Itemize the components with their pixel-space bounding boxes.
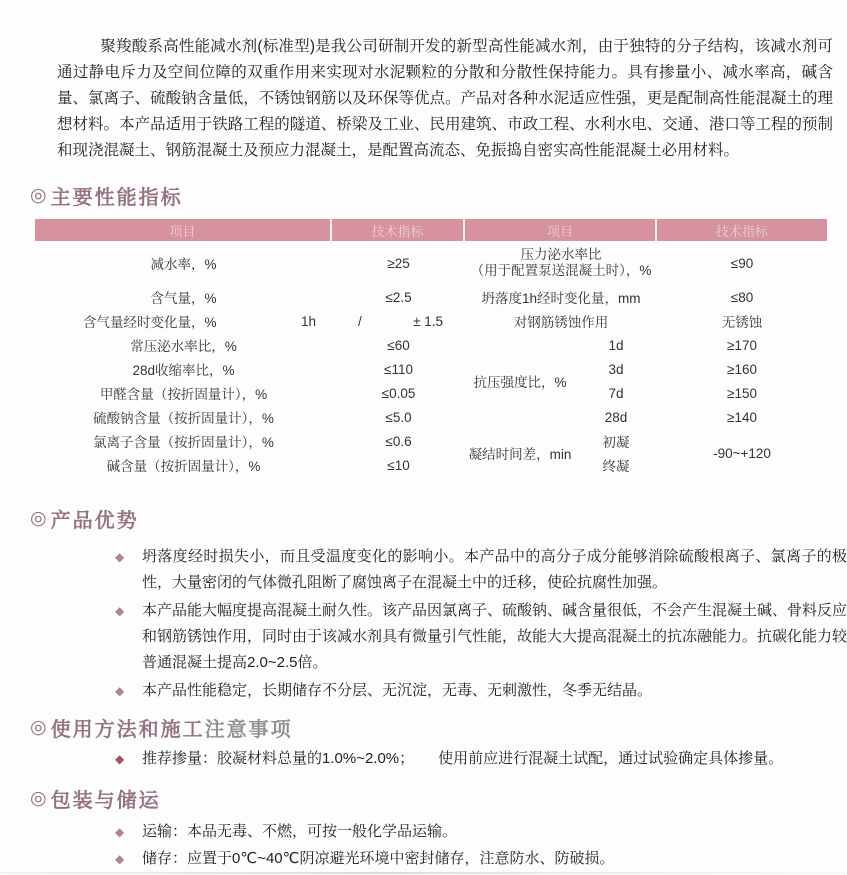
section-title-text-faded: 注意事项 <box>204 718 293 741</box>
advantages-list <box>115 544 847 704</box>
table-row-value: ≤5.0 <box>385 409 412 425</box>
row-value-b: ± 1.5 <box>413 313 443 329</box>
row-label-text: 含气量经时变化量，% <box>83 315 217 330</box>
section-title-advantages <box>30 503 827 533</box>
table-row-value: ≤60 <box>387 337 410 353</box>
table-row-value: ≤110 <box>384 361 413 377</box>
list-item <box>115 678 847 704</box>
table-right-section <box>465 241 827 477</box>
note-text: 使用前应进行混凝土试配，通过试验确定具体掺量。 <box>438 750 784 767</box>
table-row-label: 减水率，% <box>150 257 217 272</box>
row-sub-label: 1h <box>300 313 316 329</box>
table-group-label: 抗压强度比，% <box>473 375 567 390</box>
diamond-bullet-icon: ◆ <box>115 684 125 698</box>
double-circle-icon: ◎ <box>30 507 47 529</box>
table-sub-label: 3d <box>608 361 624 377</box>
table-header-cell: 技术指标 <box>715 223 768 239</box>
table-row-label: 28d收缩率比，% <box>132 363 235 378</box>
list-item <box>115 598 847 676</box>
table-row-label: 碱含量（按折固量计），% <box>106 459 261 474</box>
section-title-text: 产品优势 <box>50 509 139 532</box>
table-row-value: ≤80 <box>730 289 754 305</box>
row-label-line2: （用于配置泵送混凝土时），% <box>470 263 652 278</box>
list-item <box>115 544 847 596</box>
row-value-a: / <box>358 313 362 329</box>
table-row-value <box>332 309 465 333</box>
table-row-value: ≥25 <box>387 255 410 271</box>
section-title-packaging <box>30 783 827 813</box>
table-header-cell: 项目 <box>465 219 657 241</box>
table-row-value: ≥160 <box>727 361 757 377</box>
diamond-bullet-icon: ◆ <box>115 825 125 839</box>
table-sub-label: 1d <box>608 337 624 353</box>
diamond-bullet-icon: ◆ <box>115 550 125 564</box>
intro-paragraph: 聚羧酸系高性能减水剂(标准型)是我公司研制开发的新型高性能减水剂，由于独特的分子结构，该减水剂可通过静电斥力及空间位障的双重作用来实现对水泥颗粒的分散和分散性保持能力。具有掺量小、减水率高，碱含量、氯离子、硫酸钠含量低，不锈蚀钢筋以及环保等优点。产品对各种水泥适应性强，更是配制高性能混凝土的理想材料。本产品适用于铁路工程的隧道、桥梁及工业、民用建筑、市政工程、水利水电、交通、港口等工程的预制和现浇混凝土、钢筋混凝土及预应力混凝土，是配置高流态、免振捣自密实高性能混凝土必用材料。 <box>57 38 833 159</box>
diamond-bullet-icon: ◆ <box>115 852 125 866</box>
table-row-value: ≤0.6 <box>385 433 412 449</box>
table-sub-label: 7d <box>608 385 624 401</box>
list-item <box>115 846 847 872</box>
table-row-label: 对钢筋锈蚀作用 <box>513 315 609 330</box>
section-title-text: 包装与储运 <box>50 789 161 812</box>
section-title-usage <box>30 712 827 742</box>
list-item-text: 本产品能大幅度提高混凝土耐久性。该产品因氯离子、硫酸钠、碱含量很低，不会产生混凝土碱、骨料反应和钢筋锈蚀作用，同时由于该减水剂具有微量引气性能，故能大大提高混凝土的抗冻融能力。抗碳化能力较普通混凝土提高2.0~2.5倍。 <box>142 602 847 671</box>
table-row-value: -90~+120 <box>713 445 771 461</box>
double-circle-icon: ◎ <box>30 184 47 206</box>
table-row-label <box>35 309 332 333</box>
list-item-text: 储存：应置于0℃~40℃阴凉避光环境中密封储存，注意防水、防破损。 <box>142 850 615 867</box>
list-item-text <box>142 746 783 772</box>
dosage-text: 推荐掺量：胶凝材料总量的1.0%~2.0%； <box>142 750 415 767</box>
table-sub-label: 初凝 <box>602 435 630 450</box>
list-item-text: 本产品性能稳定，长期储存不分层、无沉淀，无毒、无刺激性，冬季无结晶。 <box>142 682 653 699</box>
table-row-value: ≤90 <box>730 255 754 271</box>
table-row-value: ≤0.05 <box>381 385 416 401</box>
performance-table <box>35 219 827 477</box>
table-row-value: ≥140 <box>727 409 757 425</box>
table-row-value: ≤10 <box>387 457 410 473</box>
table-row-label: 硫酸钠含量（按折固量计），% <box>93 411 274 426</box>
packaging-list <box>115 819 847 872</box>
section-title-text: 主要性能指标 <box>50 186 183 209</box>
table-row-label <box>465 241 657 285</box>
table-row-label: 氯离子含量（按折固量计），% <box>93 435 274 450</box>
table-row-label: 坍落度1h经时变化量，mm <box>481 291 641 306</box>
double-circle-icon: ◎ <box>30 787 47 809</box>
table-header-cell: 项目 <box>35 219 332 241</box>
table-header-row <box>35 219 827 241</box>
table-row-value: 无锈蚀 <box>721 315 763 330</box>
table-row-value: ≥150 <box>727 385 757 401</box>
table-header-cell: 技术指标 <box>332 219 465 241</box>
usage-list <box>115 746 847 772</box>
list-item <box>115 746 847 772</box>
row-label-line1: 压力泌水率比 <box>520 247 602 262</box>
table-sub-label: 28d <box>604 409 628 425</box>
list-item-text: 运输：本品无毒、不燃，可按一般化学品运输。 <box>142 823 458 840</box>
diamond-bullet-icon: ◆ <box>115 604 125 618</box>
list-item-text: 坍落度经时损失小，而且受温度变化的影响小。本产品中的高分子成分能够消除硫酸根离子、氯离子的极性，大量密闭的气体微孔阻断了腐蚀离子在混凝土中的迁移，使砼抗腐性加强。 <box>142 548 847 591</box>
table-row-label: 含气量，% <box>150 291 217 306</box>
table-body <box>35 241 827 477</box>
section-title-text: 使用方法和施工 <box>50 718 205 741</box>
table-group-label: 凝结时间差，min <box>468 447 572 462</box>
table-row-value: ≥170 <box>727 337 757 353</box>
scan-artifact <box>0 872 847 874</box>
table-row-label: 甲醛含量（按折固量计），% <box>99 387 268 402</box>
table-left-section <box>35 241 465 477</box>
double-circle-icon: ◎ <box>30 716 47 738</box>
table-sub-label: 终凝 <box>602 459 630 474</box>
diamond-bullet-icon: ◆ <box>115 752 125 766</box>
section-title-performance <box>30 180 827 210</box>
table-row-label: 常压泌水率比，% <box>130 339 237 354</box>
list-item <box>115 819 847 845</box>
table-row-value: ≤2.5 <box>385 289 412 305</box>
